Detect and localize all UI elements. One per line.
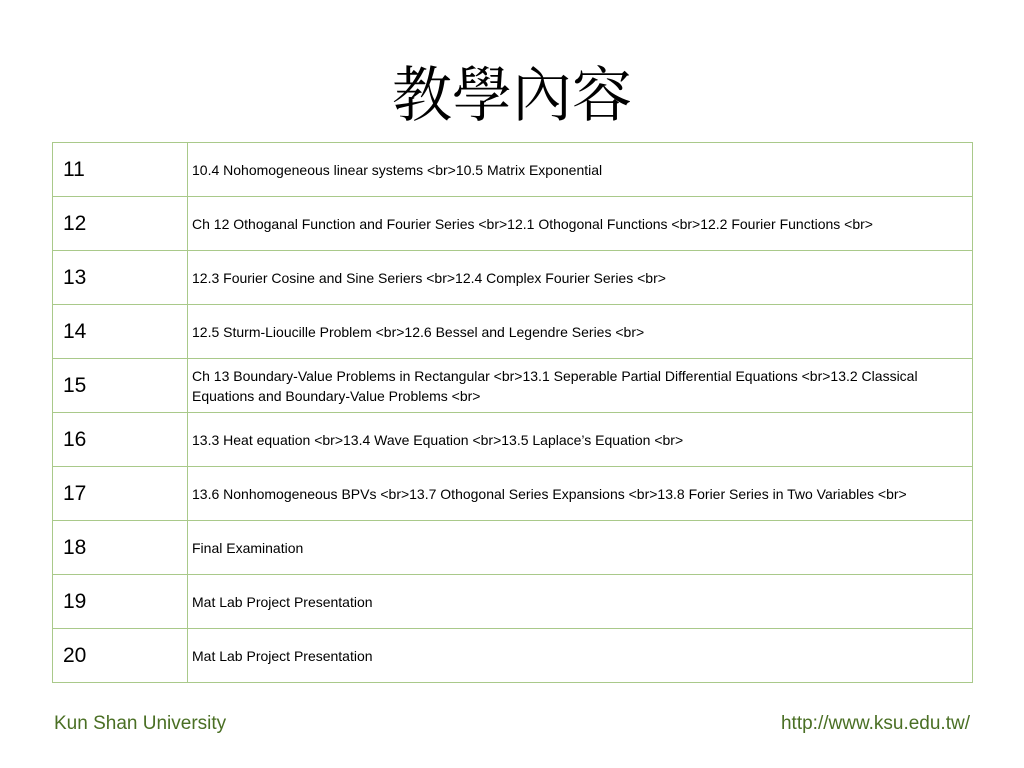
table-row: [53, 305, 973, 359]
week-cell: 20: [53, 629, 188, 683]
table-row: [53, 143, 973, 197]
schedule-table: [52, 142, 973, 683]
table-row: [53, 467, 973, 521]
content-cell: 13.6 Nonhomogeneous BPVs <br>13.7 Othogonal Series Expansions <br>13.8 Forier Series in Two Variables <br>: [188, 467, 973, 521]
content-cell: Mat Lab Project Presentation: [188, 629, 973, 683]
week-cell: 16: [53, 413, 188, 467]
week-cell: 12: [53, 197, 188, 251]
week-cell: 13: [53, 251, 188, 305]
week-cell: 17: [53, 467, 188, 521]
content-cell: 10.4 Nohomogeneous linear systems <br>10.5 Matrix Exponential: [188, 143, 973, 197]
table-row: [53, 197, 973, 251]
content-cell: Ch 12 Othoganal Function and Fourier Series <br>12.1 Othogonal Functions <br>12.2 Fourier Functions <br>: [188, 197, 973, 251]
page-title: 教學內容: [392, 61, 632, 131]
table-row: [53, 575, 973, 629]
table-row: [53, 629, 973, 683]
table-row: [53, 413, 973, 467]
content-cell: 12.5 Sturm-Lioucille Problem <br>12.6 Bessel and Legendre Series <br>: [188, 305, 973, 359]
footer-university: Kun Shan University: [54, 713, 227, 734]
content-cell: Final Examination: [188, 521, 973, 575]
week-cell: 11: [53, 143, 188, 197]
week-cell: 18: [53, 521, 188, 575]
table-row: [53, 251, 973, 305]
week-cell: 15: [53, 359, 188, 413]
content-cell: Ch 13 Boundary-Value Problems in Rectangular <br>13.1 Seperable Partial Differential Equations <br>13.2 Classical Equations and Boundary-Value Problems <br>: [188, 359, 973, 413]
table-row: [53, 521, 973, 575]
content-cell: Mat Lab Project Presentation: [188, 575, 973, 629]
content-cell: 12.3 Fourier Cosine and Sine Seriers <br>12.4 Complex Fourier Series <br>: [188, 251, 973, 305]
content-cell: 13.3 Heat equation <br>13.4 Wave Equation <br>13.5 Laplace’s Equation <br>: [188, 413, 973, 467]
week-cell: 19: [53, 575, 188, 629]
footer-url: http://www.ksu.edu.tw/: [780, 713, 970, 734]
table-row: [53, 359, 973, 413]
week-cell: 14: [53, 305, 188, 359]
